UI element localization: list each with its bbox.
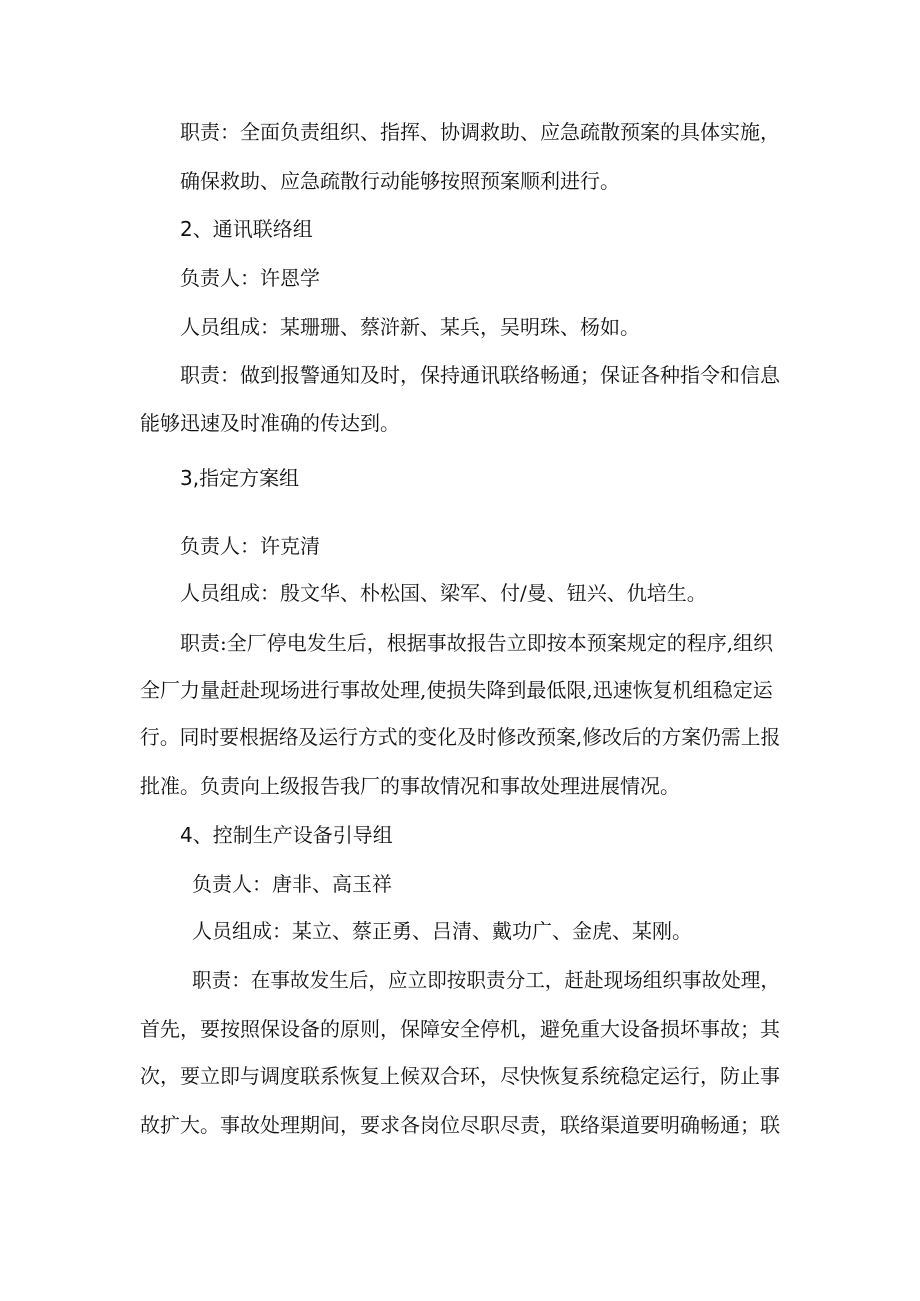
section2-heading-num: 2 <box>180 217 193 241</box>
section4-heading-num: 4 <box>180 823 193 847</box>
section2-duty-line2: 能够迅速及时准确的传达到。 <box>140 411 400 435</box>
section3-heading <box>180 463 299 493</box>
section2-members: 人员组成：某珊珊、蔡浒新、某兵，吴明珠、杨如。 <box>180 315 640 339</box>
section3-duty-line2: 全厂力量赶赴现场进行事故处理,使损失降到最低限,迅速恢复机组稳定运 <box>140 678 773 702</box>
section4-heading-text: 、控制生产设备引导组 <box>192 823 393 847</box>
section2-duty-line1: 职责：做到报警通知及时，保持通讯联络畅通；保证各种指令和信息 <box>180 363 780 387</box>
section2-heading-text: 、通讯联络组 <box>192 217 313 241</box>
section3-leader: 负责人：许克清 <box>180 534 320 558</box>
section1-duty-line1: 职责：全面负责组织、指挥、协调救助、应急疏散预案的具体实施， <box>180 120 780 144</box>
section2-heading <box>180 214 313 244</box>
section3-heading-text: 指定方案组 <box>199 466 300 490</box>
section3-duty-line1: 职责:全厂停电发生后，根据事故报告立即按本预案规定的程序,组织 <box>180 631 774 655</box>
section4-duty-line3: 次，要立即与调度联系恢复上候双合环，尽快恢复系统稳定运行，防止事 <box>140 1064 780 1088</box>
section1-duty-line2: 确保救助、应急疏散行动能够按照预案顺利进行。 <box>180 169 620 193</box>
section2-leader: 负责人：许恩学 <box>180 266 320 290</box>
section4-heading <box>180 820 393 850</box>
section4-leader: 负责人：唐非、高玉祥 <box>192 872 392 896</box>
section4-duty-line1: 职责：在事故发生后，应立即按职责分工，赶赴现场组织事故处理， <box>192 968 780 992</box>
section4-duty-line2: 首先，要按照保设备的原则，保障安全停机，避免重大设备损坏事故；其 <box>140 1017 780 1041</box>
section3-heading-num: 3, <box>180 466 200 490</box>
section4-duty-line4: 故扩大。事故处理期间，要求各岗位尽职尽责，联络渠道要明确畅通；联 <box>140 1113 780 1137</box>
section3-members: 人员组成：殷文华、朴松国、梁军、付/曼、钮兴、仇培生。 <box>180 581 707 605</box>
section4-members: 人员组成：某立、蔡正勇、吕清、戴功广、金虎、某刚。 <box>192 919 692 943</box>
section3-duty-line3: 行。同时要根据络及运行方式的变化及时修改预案,修改后的方案仍需上报 <box>140 725 781 749</box>
section3-duty-line4: 批准。负责向上级报告我厂的事故情况和事故处理进展情况。 <box>140 774 680 798</box>
